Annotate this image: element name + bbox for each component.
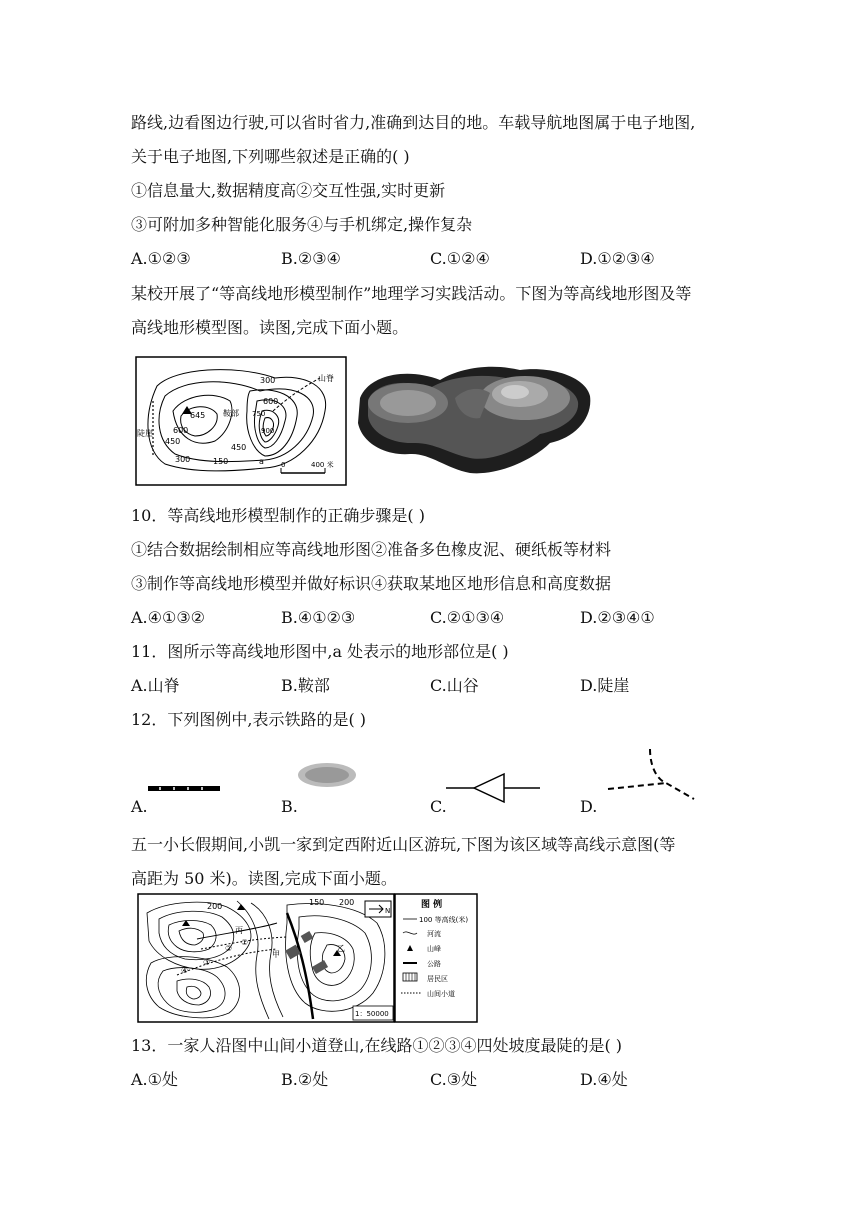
q10-option-b: B.④①②③ xyxy=(281,608,356,627)
scale-400: 400 米 xyxy=(311,461,334,469)
contour-map-2-figure xyxy=(137,893,479,1023)
q12-option-a: A. xyxy=(131,797,148,816)
q13-option-d: D.④处 xyxy=(580,1070,628,1089)
passage2-line-2: 高距为 50 米)。读图,完成下面小题。 xyxy=(131,869,397,888)
map2-point-4: ④ xyxy=(181,966,189,975)
q12-stem: 12．下列图例中,表示铁路的是( ) xyxy=(131,710,367,729)
map2-point-2: ② xyxy=(225,944,233,953)
map2-yi-label: 乙 xyxy=(337,944,345,953)
contour-label-150: 150 xyxy=(213,457,229,466)
q12-option-b: B. xyxy=(281,797,298,816)
q10-line-2: ③制作等高线地形模型并做好标识④获取某地区地形信息和高度数据 xyxy=(131,574,612,593)
intro-line-3: ①信息量大,数据精度高②交互性强,实时更新 xyxy=(131,181,446,200)
legend-triangle-symbol xyxy=(446,772,540,804)
intro-line-4: ③可附加多种智能化服务④与手机绑定,操作复杂 xyxy=(131,215,473,234)
q13-option-b: B.②处 xyxy=(281,1070,329,1089)
legend-dashed-path-symbol xyxy=(606,745,698,805)
contour-label-645: 645 xyxy=(190,411,206,420)
contour-label-600a: 600 xyxy=(173,426,189,435)
q11-option-d: D.陡崖 xyxy=(580,676,630,695)
contour-map-figure xyxy=(135,356,347,486)
legend-item-road: 公路 xyxy=(427,960,441,968)
q11-option-a: A.山脊 xyxy=(131,676,180,695)
passage1-line-1: 某校开展了“等高线地形模型制作”地理学习实践活动。下图为等高线地形图及等 xyxy=(131,284,692,303)
map2-contour-200a: 200 xyxy=(207,902,223,911)
legend-item-peak: 山峰 xyxy=(427,945,441,953)
map2-contour-200b: 200 xyxy=(339,898,355,907)
contour-label-450a: 450 xyxy=(165,437,181,446)
q9-option-d: D.①②③④ xyxy=(580,249,655,268)
map2-scale-label: 1：50000 xyxy=(355,1010,389,1018)
q10-option-a: A.④①③② xyxy=(131,608,206,627)
passage1-line-2: 高线地形模型图。读图,完成下面小题。 xyxy=(131,318,409,337)
contour-label-300a: 300 xyxy=(175,455,191,464)
q9-option-a: A.①②③ xyxy=(131,249,191,268)
legend-railway-symbol xyxy=(146,783,222,795)
legend-item-settlement: 居民区 xyxy=(427,975,448,983)
q11-stem: 11．图所示等高线地形图中,a 处表示的地形部位是( ) xyxy=(131,642,509,661)
cliff-label: 陡崖 xyxy=(137,429,153,438)
q9-option-b: B.②③④ xyxy=(281,249,341,268)
q10-stem: 10．等高线地形模型制作的正确步骤是( ) xyxy=(131,506,425,525)
legend-settlement-symbol xyxy=(296,761,358,789)
map2-bing-label: 丙 xyxy=(235,926,243,935)
legend-item-river: 河流 xyxy=(427,930,441,938)
contour-label-600b: 600 xyxy=(263,397,279,406)
legend-title: 图 例 xyxy=(421,900,443,910)
map2-point-1: ① xyxy=(241,938,249,947)
contour-label-450b: 450 xyxy=(231,443,247,452)
ridge-label: 山脊 xyxy=(318,374,334,383)
intro-line-1: 路线,边看图边行驶,可以省时省力,准确到达目的地。车载导航地图属于电子地图, xyxy=(131,113,696,132)
map2-contour-150: 150 xyxy=(309,898,325,907)
q9-option-c: C.①②④ xyxy=(430,249,490,268)
legend-item-contour: 100 等高线(米) xyxy=(419,916,469,924)
map2-jia-label: 甲 xyxy=(272,950,280,959)
q10-option-c: C.②①③④ xyxy=(430,608,505,627)
contour-label-750: 750 xyxy=(252,410,266,418)
passage2-line-1: 五一小长假期间,小凯一家到定西附近山区游玩,下图为该区域等高线示意图(等 xyxy=(131,835,676,854)
q13-option-a: A.①处 xyxy=(131,1070,178,1089)
map2-point-3: ③ xyxy=(203,958,211,967)
q11-option-c: C.山谷 xyxy=(430,676,479,695)
point-a-label: a xyxy=(259,457,264,466)
saddle-label: 鞍部 xyxy=(223,409,239,418)
scale-zero: 0 xyxy=(281,461,286,469)
q10-line-1: ①结合数据绘制相应等高线地形图②准备多色橡皮泥、硬纸板等材料 xyxy=(131,540,612,559)
q12-option-c: C. xyxy=(430,797,447,816)
terrain-model-figure xyxy=(350,358,595,478)
legend-item-trail: 山间小道 xyxy=(427,990,455,998)
q13-stem: 13．一家人沿图中山间小道登山,在线路①②③④四处坡度最陡的是( ) xyxy=(131,1036,623,1055)
contour-label-300b: 300 xyxy=(260,376,276,385)
q10-option-d: D.②③④① xyxy=(580,608,655,627)
q12-option-d: D. xyxy=(580,797,598,816)
map2-north-label: N xyxy=(385,907,391,915)
intro-line-2: 关于电子地图,下列哪些叙述是正确的( ) xyxy=(131,147,410,166)
q13-option-c: C.③处 xyxy=(430,1070,478,1089)
contour-label-900: 900 xyxy=(261,427,275,435)
q11-option-b: B.鞍部 xyxy=(281,676,330,695)
